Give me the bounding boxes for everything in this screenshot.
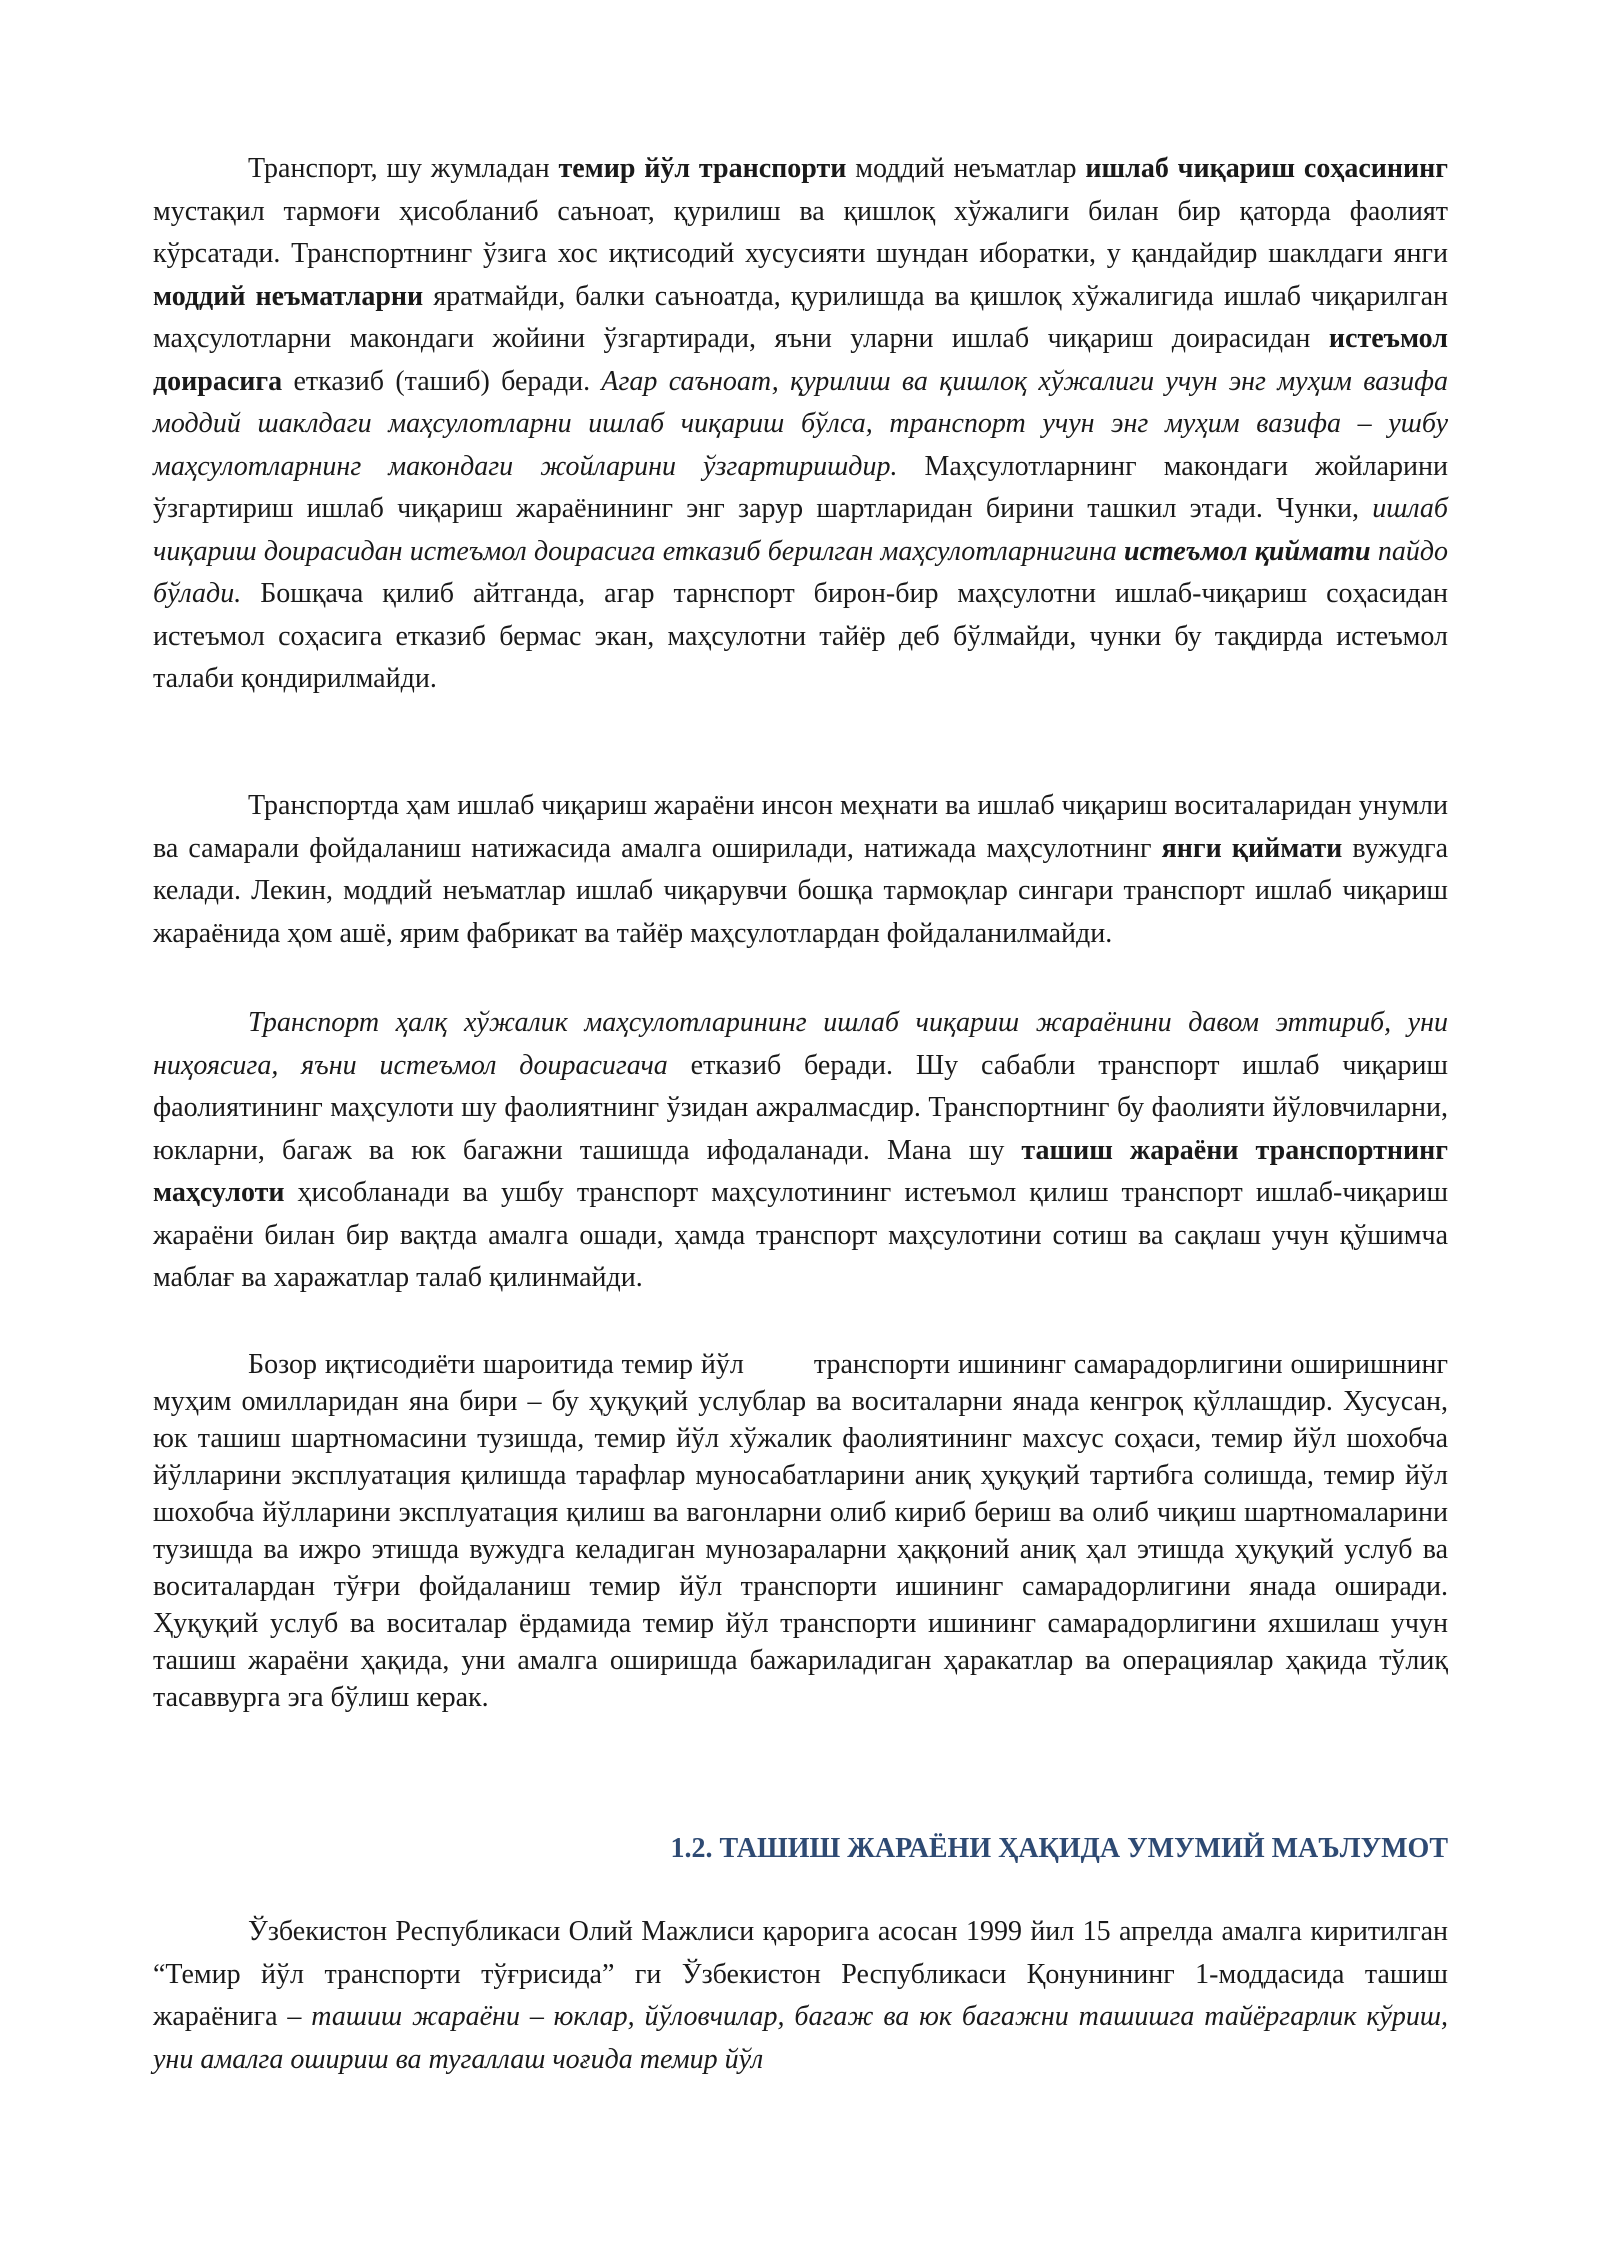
- text-run: мустақил тармоғи ҳисобланиб саъноат, қурилиш ва қишлоқ хўжалиги билан бир қаторда фаолият кўрсатади. Транспортнинг ўзига хос иқтисодий хусусияти шундан иборатки, у қандайдир шаклдаги янги: [153, 195, 1448, 269]
- text-run: моддий неъматлар: [846, 153, 1086, 184]
- italic-text: пайдо бўлади.: [153, 535, 1448, 609]
- paragraph-4-block: [153, 1346, 1448, 1716]
- bold-italic-text: истеъмол қиймати: [1124, 535, 1371, 567]
- italic-text: Транспорт ҳалқ хўжалик маҳсулотларининг ишлаб чиқариш жараёнини давом эттириб, уни ниҳоясига, яъни истеъмол доирасигача: [153, 1007, 1448, 1081]
- paragraph-5-block: [153, 1911, 1448, 2081]
- text-run: транспорти ишининг самарадорлигини оширишнинг муҳим омилларидан яна бири – бу ҳуқуқий услублар ва воситаларни янада кенгроқ қўллашдир. Хусусан, юк ташиш шартномасини тузишда, темир йўл хўжалик фаолиятининг махсус соҳаси, темир йўл шохобча йўлларини эксплуатация қилишда тарафлар муносабатларини аниқ ҳуқуқий тартибга солишда, темир йўл шохобча йўлларини эксплуатация қилиш ва вагонларни олиб кириб бериш ва олиб чиқиш шартномаларини тузишда ва ижро этишда вужудга келадиган мунозараларни ҳаққоний аниқ ҳал этишда ҳуқуқий услуб ва воситалардан тўғри фойдаланиш темир йўл транспорти ишининг самарадорлигини янада оширади. Ҳуқуқий услуб ва воситалар ёрдамида темир йўл транспорти ишининг самарадорлигини яхшилаш учун ташиш жараёни ҳақида, уни амалга оширишда бажариладиган ҳаракатлар ва операциялар ҳақида тўлиқ тасаввурга эга бўлиш керак.: [153, 1349, 1448, 1713]
- paragraph-3: [153, 1002, 1448, 1300]
- paragraph-2-block: [153, 785, 1448, 955]
- text-run: вужудга келади. Лекин, моддий неъматлар ишлаб чиқарувчи бошқа тармоқлар сингари транспорт ишлаб чиқариш жараёнида ҳом ашё, ярим фабрикат ва тайёр маҳсулотлардан фойдаланилмайди.: [153, 832, 1449, 949]
- bold-term: ташиш жараёни транспортнинг маҳсулоти: [153, 1134, 1448, 1208]
- text-run: етказиб беради. Шу сабабли транспорт ишлаб чиқариш фаолиятининг маҳсулоти шу фаолиятнинг ўзидан ажралмасдир. Транспортнинг бу фаолияти йўловчиларни, юкларни, багаж ва юк багажни ташишда ифодаланади. Мана шу: [153, 1049, 1448, 1166]
- italic-text: ишлаб чиқариш доирасидан истеъмол доирасига етказиб берилган маҳсулотларнигина: [153, 493, 1448, 567]
- paragraph-1-block: [153, 148, 1448, 701]
- text-run: етказиб (ташиб) беради.: [282, 365, 602, 397]
- paragraph-3-block: [153, 1002, 1448, 1300]
- text-run: яратмайди, балки саъноатда, қурилишда ва қишлоқ хўжалигида ишлаб чиқарилган маҳсулотларни макондаги жойини ўзгартиради, яъни уларни ишлаб чиқариш доирасидан: [153, 280, 1448, 354]
- paragraph-4: [153, 1346, 1448, 1716]
- paragraph-5: [153, 1911, 1448, 2081]
- section-heading: 1.2. ТАШИШ ЖАРАЁНИ ҲАҚИДА УМУМИЙ МАЪЛУМОТ: [670, 1833, 1448, 1864]
- bold-term: моддий неъматларни: [153, 280, 424, 312]
- text-run: ҳисобланади ва ушбу транспорт маҳсулотининг истеъмол қилиш транспорт ишлаб-чиқариш жараёни билан бир вақтда амалга ошади, ҳамда транспорт маҳсулотини сотиш ва сақлаш учун қўшимча маблағ ва харажатлар талаб қилинмайди.: [153, 1177, 1448, 1293]
- text-run: Бошқача қилиб айтганда, агар тарнспорт бирон-бир маҳсулотни ишлаб-чиқариш соҳасидан истеъмол соҳасига етказиб бермас экан, маҳсулотни тайёр деб бўлмайди, чунки бу тақдирда истеъмол талаби қондирилмайди.: [153, 578, 1448, 694]
- bold-term: янги қиймати: [1161, 832, 1343, 864]
- bold-term: истеъмол доирасига: [153, 323, 1448, 397]
- text-run: Транспорт, шу жумладан: [248, 153, 559, 184]
- text-run: Бозор иқтисодиёти шароитида темир йўл: [248, 1349, 744, 1380]
- italic-text: Агар саъноат, қурилиш ва қишлоқ хўжалиги учун энг муҳим вазифа моддий шаклдаги маҳсулотларни ишлаб чиқариш бўлса, транспорт учун энг муҳим вазифа – ушбу маҳсулотларнинг макондаги жойларини ўзгартиришдир.: [153, 365, 1448, 482]
- text-run: Ўзбекистон Республикаси Олий Мажлиси қарорига асосан 1999 йил 15 апрелда амалга киритилган “Темир йўл транспорти тўғрисида” ги Ўзбекистон Республикаси Қонунининг 1-моддасида ташиш жараёнига –: [153, 1916, 1448, 2032]
- paragraph-2: [153, 785, 1448, 955]
- bold-term: темир йўл транспорти: [558, 153, 847, 184]
- text-run: Транспортда ҳам ишлаб чиқариш жараёни инсон меҳнати ва ишлаб чиқариш воситаларидан унумли ва самарали фойдаланиш натижасида амалга оширилади, натижада маҳсулотнинг: [153, 790, 1448, 864]
- bold-term: ишлаб чиқариш соҳасининг: [1085, 153, 1449, 184]
- text-run: Маҳсулотларнинг макондаги жойларини ўзгартириш ишлаб чиқариш жараёнининг энг зарур шартларидан бирини ташкил этади. Чунки,: [153, 450, 1448, 524]
- bold-italic-term: [1124, 536, 1371, 567]
- italic-text: ташиш жараёни – юклар, йўловчилар, багаж ва юк багажни ташишга тайёргарлик кўриш, уни амалга ошириш ва тугаллаш чоғида темир йўл: [153, 2001, 1448, 2075]
- paragraph-1: [153, 148, 1448, 701]
